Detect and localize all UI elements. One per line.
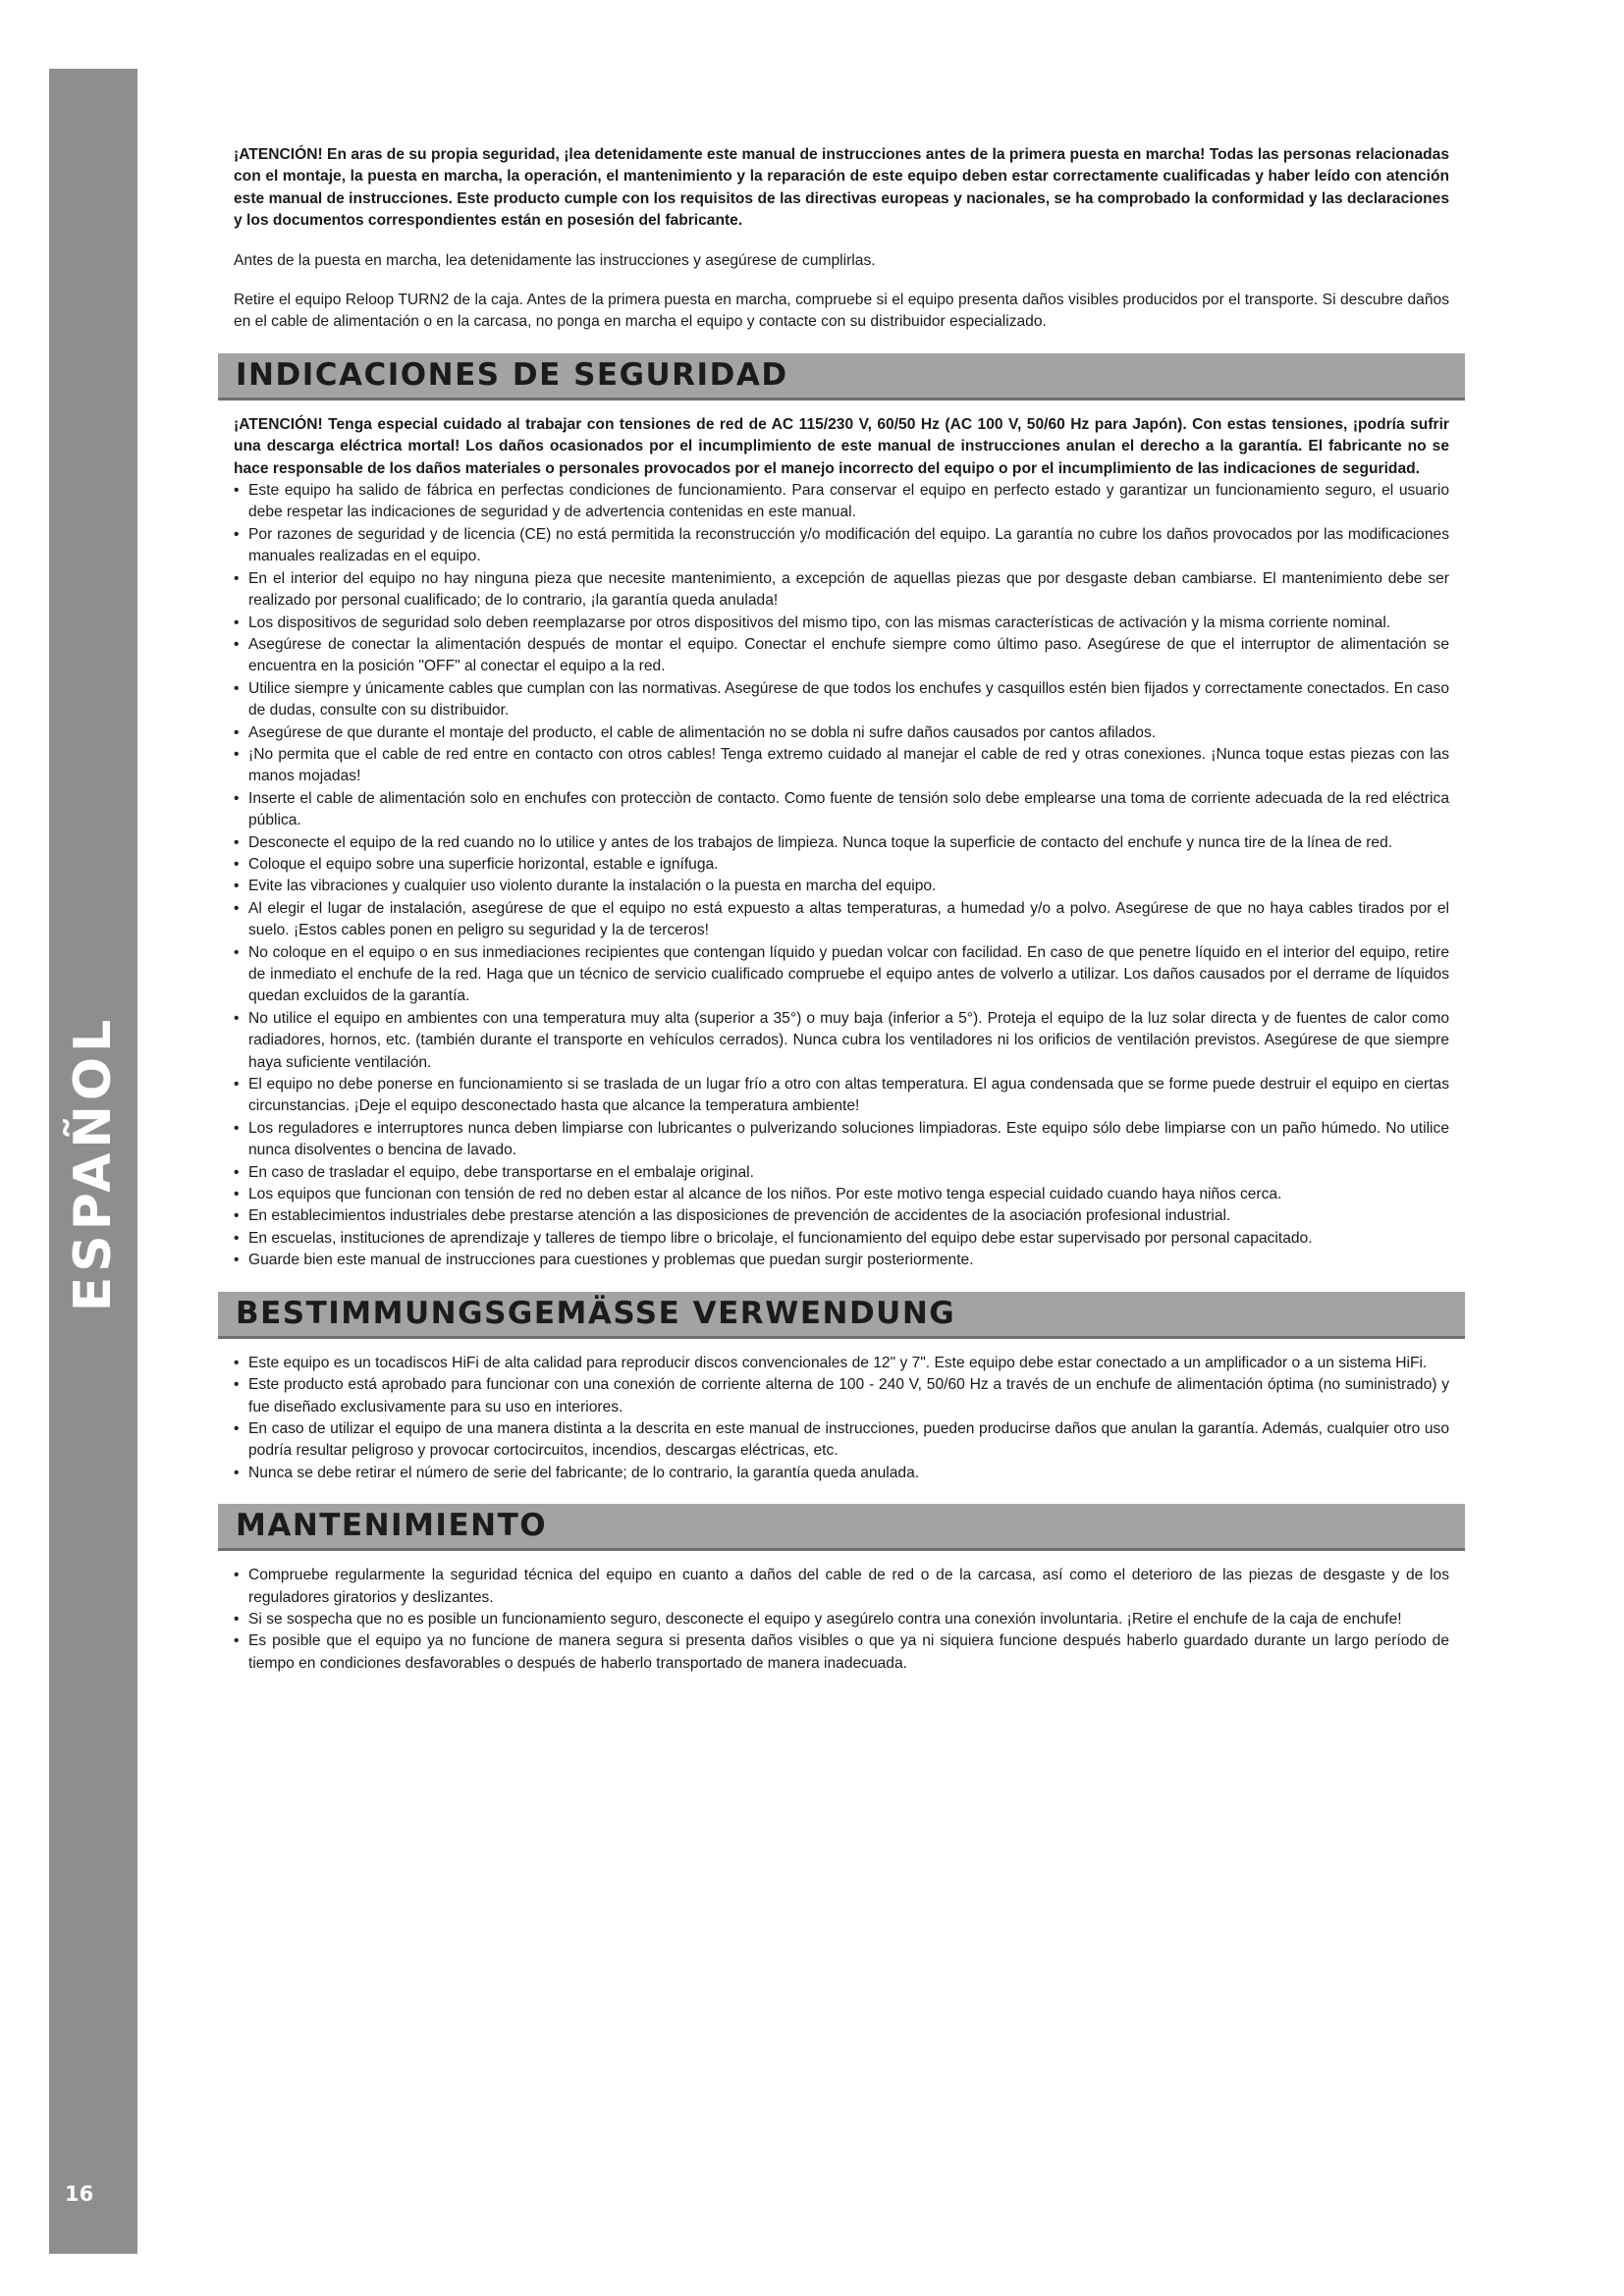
list-item: • No utilice el equipo en ambientes con una temperatura muy alta (superior a 35°) o muy baja (inferior a 5°). Proteja el equipo de la luz solar directa y de fuentes de calor como radiadores, hornos, etc. (también durante el transporte en vehículos cerrados). Nunca cubra los ventiladores ni los orificios de ventilación previstos. Asegúrese de que siempre haya suficiente ventilación. bbox=[234, 1008, 1449, 1074]
list-item: • En establecimientos industriales debe prestarse atención a las disposiciones de prevención de accidentes de la asociación profesional industrial. bbox=[234, 1205, 1449, 1227]
list-item: • Asegúrese de conectar la alimentación después de montar el equipo. Conectar el enchufe siempre como último paso. Asegúrese de que el interruptor de alimentación se encuentra en la posición "OFF" al conectar el equipo a la red. bbox=[234, 634, 1449, 678]
list-item: • Utilice siempre y únicamente cables que cumplan con las normativas. Asegúrese de que todos los enchufes y casquillos estén bien fijados y correctamente conectados. En caso de dudas, consulte con su distribuidor. bbox=[234, 678, 1449, 722]
maintenance-list bbox=[234, 1565, 1449, 1675]
usage-list bbox=[234, 1353, 1449, 1484]
list-item: • En escuelas, instituciones de aprendizaje y talleres de tiempo libre o bricolaje, el funcionamiento del equipo debe estar supervisado por personal capacitado. bbox=[234, 1228, 1449, 1250]
section-heading-usage bbox=[218, 1292, 1465, 1339]
list-item: • Nunca se debe retirar el número de serie del fabricante; de lo contrario, la garantía queda anulada. bbox=[234, 1463, 1449, 1484]
list-item: • Este producto está aprobado para funcionar con una conexión de corriente alterna de 100 - 240 V, 50/60 Hz a través de un enchufe de alimentación óptima (no suministrado) y fue diseñado exclusivamente para su uso en interiores. bbox=[234, 1374, 1449, 1418]
list-item: • Compruebe regularmente la seguridad técnica del equipo en cuanto a daños del cable de red o de la carcasa, así como el deterioro de las piezas de desgaste y de los reguladores giratorios y deslizantes. bbox=[234, 1565, 1449, 1609]
list-item: • Coloque el equipo sobre una superficie horizontal, estable e ignífuga. bbox=[234, 854, 1449, 876]
list-item: • En el interior del equipo no hay ninguna pieza que necesite mantenimiento, a excepción de aquellas piezas que por desgaste deban cambiarse. El mantenimiento debe ser realizado por personal cualificado; de lo contrario, ¡la garantía queda anulada! bbox=[234, 568, 1449, 613]
list-item: • No coloque en el equipo o en sus inmediaciones recipientes que contengan líquido y puedan volcar con facilidad. En caso de que penetre líquido en el interior del equipo, retire de inmediato el enchufe de la red. Haga que un técnico de servicio cualificado compruebe el equipo antes de volverlo a utilizar. Los daños causados por el derrame de líquidos quedan excluidos de la garantía. bbox=[234, 942, 1449, 1008]
list-item: • Evite las vibraciones y cualquier uso violento durante la instalación o la puesta en marcha del equipo. bbox=[234, 876, 1449, 897]
list-item: • Desconecte el equipo de la red cuando no lo utilice y antes de los trabajos de limpieza. Nunca toque la superficie de contacto del enchufe y nunca tire de la línea de red. bbox=[234, 832, 1449, 854]
section-title: BESTIMMUNGSGEMÄSSE VERWENDUNG bbox=[236, 1295, 956, 1331]
section-title: INDICACIONES DE SEGURIDAD bbox=[236, 357, 788, 394]
list-item: • ¡No permita que el cable de red entre en contacto con otros cables! Tenga extremo cuidado al manejar el cable de red y otras conexiones. ¡Nunca toque estas piezas con las manos mojadas! bbox=[234, 744, 1449, 788]
section-heading-maintenance bbox=[218, 1504, 1465, 1551]
intro-paragraph: Antes de la puesta en marcha, lea detenidamente las instrucciones y asegúrese de cumplirlas. bbox=[234, 251, 876, 269]
list-item: • En caso de trasladar el equipo, debe transportarse en el embalaje original. bbox=[234, 1162, 1449, 1184]
section-heading-safety bbox=[218, 353, 1465, 400]
intro-paragraph: Retire el equipo Reloop TURN2 de la caja. Antes de la primera puesta en marcha, compruebe si el equipo presenta daños visibles producidos por el transporte. Si descubre daños en el cable de alimentación o en la carcasa, no ponga en marcha el equipo y contacte con su distribuidor especializado. bbox=[234, 292, 1449, 331]
page-number: 16 bbox=[65, 2182, 94, 2206]
list-item: • Asegúrese de que durante el montaje del producto, el cable de alimentación no se dobla ni sufre daños causados por cantos afilados. bbox=[234, 722, 1449, 744]
intro-warning: ¡ATENCIÓN! En aras de su propia seguridad, ¡lea detenidamente este manual de instrucciones antes de la primera puesta en marcha! Todas las personas relacionadas con el montaje, la puesta en marcha, la operación, el mantenimiento y la reparación de este equipo deben estar correctamente cualificadas y haber leído con atención este manual de instrucciones. Este producto cumple con los requisitos de las directivas europeas y nacionales, se ha comprobado la conformidad y las declaraciones y los documentos correspondientes están en posesión del fabricante. bbox=[234, 146, 1449, 230]
list-item: • Guarde bien este manual de instrucciones para cuestiones y problemas que puedan surgir posteriormente. bbox=[234, 1250, 1449, 1271]
list-item: • Por razones de seguridad y de licencia (CE) no está permitida la reconstrucción y/o modificación del equipo. La garantía no cubre los daños provocados por las modificaciones manuales realizadas en el equipo. bbox=[234, 524, 1449, 568]
list-item: • Los reguladores e interruptores nunca deben limpiarse con lubricantes o pulverizando soluciones limpiadoras. Este equipo sólo debe limpiarse con un paño húmedo. No utilice nunca disolventes o bencina de lavado. bbox=[234, 1118, 1449, 1162]
language-label: ESPAÑOL bbox=[64, 1014, 123, 1312]
safety-warning: ¡ATENCIÓN! Tenga especial cuidado al trabajar con tensiones de red de AC 115/230 V, 60/50 Hz (AC 100 V, 50/60 Hz para Japón). Con estas tensiones, ¡podría sufrir una descarga eléctrica mortal! Los daños ocasionados por el incumplimiento de este manual de instrucciones anulan el derecho a la garantía. El fabricante no se hace responsable de los daños materiales o personales provocados por el manejo incorrecto del equipo o por el incumplimiento de las indicaciones de seguridad. bbox=[234, 415, 1449, 477]
list-item: • Este equipo es un tocadiscos HiFi de alta calidad para reproducir discos convencionales de 12" y 7". Este equipo debe estar conectado a un amplificador o a un sistema HiFi. bbox=[234, 1353, 1449, 1374]
list-item: • Es posible que el equipo ya no funcione de manera segura si presenta daños visibles o que ya ni siquiera funcione después haberlo guardado durante un largo período de tiempo en condiciones desfavorables o después de haberlo transportado de manera inadecuada. bbox=[234, 1630, 1449, 1675]
list-item: • Los equipos que funcionan con tensión de red no deben estar al alcance de los niños. Por este motivo tenga especial cuidado cuando haya niños cerca. bbox=[234, 1184, 1449, 1205]
list-item: • Al elegir el lugar de instalación, asegúrese de que el equipo no está expuesto a altas temperaturas, a humedad y/o a polvo. Asegúrese de que no haya cables tirados por el suelo. ¡Estos cables ponen en peligro su seguridad y la de terceros! bbox=[234, 898, 1449, 942]
list-item: • En caso de utilizar el equipo de una manera distinta a la descrita en este manual de instrucciones, pueden producirse daños que anulan la garantía. Además, cualquier otro uso podría resultar peligroso y provocar cortocircuitos, incendios, descargas eléctricas, etc. bbox=[234, 1418, 1449, 1463]
safety-list bbox=[234, 480, 1449, 1272]
page-content bbox=[234, 144, 1449, 1675]
list-item: • Si se sospecha que no es posible un funcionamiento seguro, desconecte el equipo y asegúrelo contra una conexión involuntaria. ¡Retire el enchufe de la caja de enchufe! bbox=[234, 1609, 1449, 1630]
list-item: • Inserte el cable de alimentación solo en enchufes con protecciòn de contacto. Como fuente de tensión solo debe emplearse una toma de corriente adecuada de la red eléctrica pública. bbox=[234, 788, 1449, 832]
list-item: • El equipo no debe ponerse en funcionamiento si se traslada de un lugar frío a otro con altas temperatura. El agua condensada que se forme puede destruir el equipo en ciertas circunstancias. ¡Deje el equipo desconectado hasta que alcance la temperatura ambiente! bbox=[234, 1074, 1449, 1118]
list-item: • Este equipo ha salido de fábrica en perfectas condiciones de funcionamiento. Para conservar el equipo en perfecto estado y garantizar un funcionamiento seguro, el usuario debe respetar las indicaciones de seguridad y de advertencia contenidas en este manual. bbox=[234, 480, 1449, 524]
list-item: • Los dispositivos de seguridad solo deben reemplazarse por otros dispositivos del mismo tipo, con las mismas características de activación y la misma corriente nominal. bbox=[234, 613, 1449, 634]
section-title: MANTENIMIENTO bbox=[236, 1508, 548, 1544]
